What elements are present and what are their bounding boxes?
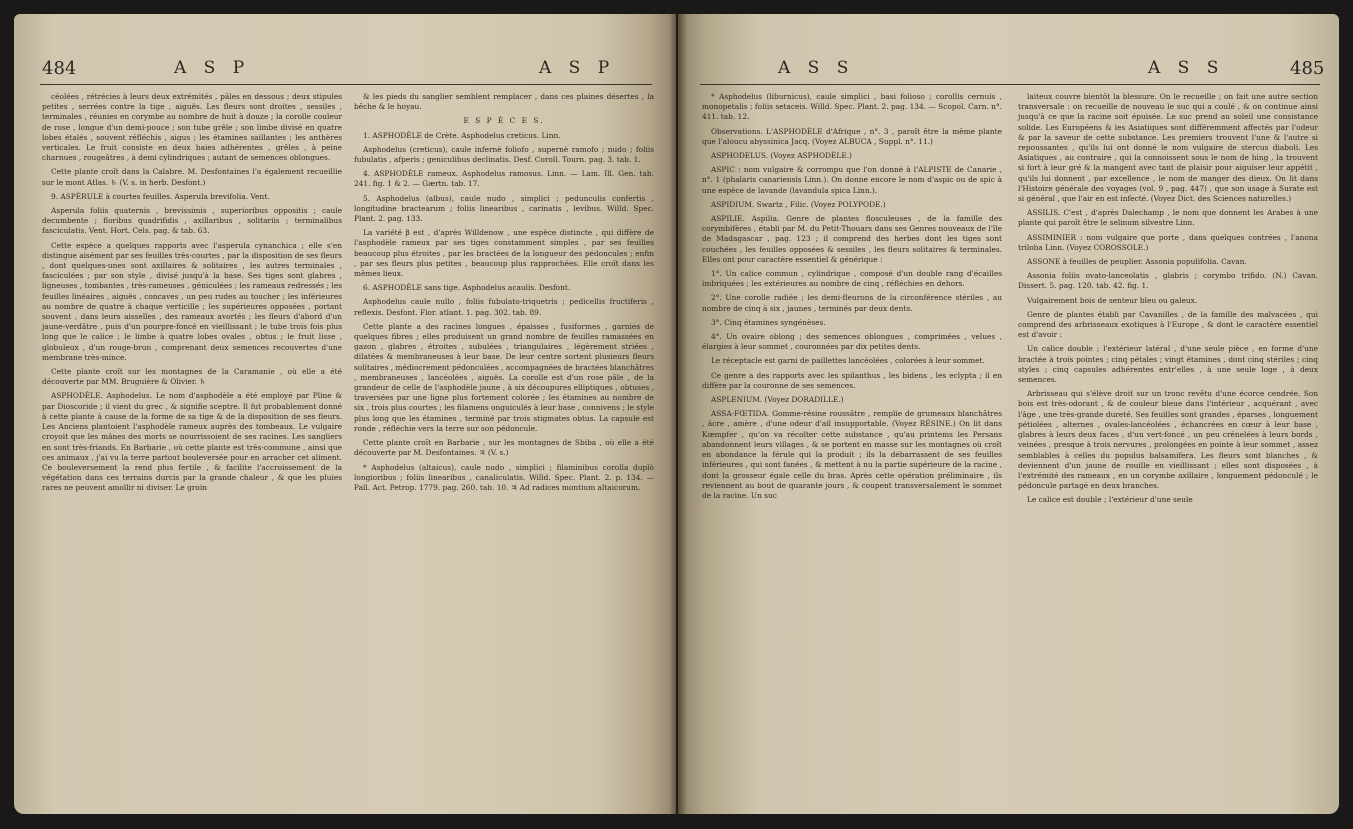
paragraph: 6. ASPHODÈLE sans tige. Asphodelus acaulis. Desfont. — [363, 283, 571, 293]
page-number-left: 484 — [42, 58, 77, 79]
left-column-2 — [354, 92, 654, 497]
running-head-left-2: A S P — [539, 58, 616, 78]
paragraph: ASSA-FŒTIDA. Gomme-résine roussâtre , remplie de grumeaux blanchâtres , âcre , amère , d'une odeur d'ail insupportable. (Voyez RÉSINE.) On lit dans Kœmpfer , qu'on va récolter cette substance , qu'au printems les Persans abandonnent leurs villages , & se portent en masse sur les montagnes où croît en abondance la férule qui la produit ; ils la débarrassent de ses feuilles inférieures , qui sont fanées , & mettent à nu la partie supérieure de la racine , dont la grosseur égale celle du bras. Après cette opération préliminaire , ils reviennent au bout de quarante jours , & coupent transversalement le sommet de la racine. Un suc — [702, 409, 1002, 500]
paragraph: Asphodelus (creticus), caule infernè foliofo , supernè ramofo ; nudo ; foliis fubulatis , afperis ; geniculibus declinatis. Desf. Coroll. Tourn. pag. 3. tab. 1. — [354, 144, 654, 165]
running-head-right-2: A S S — [1148, 58, 1225, 78]
paragraph: Le calice est double ; l'extérieur d'une seule — [1027, 495, 1193, 505]
left-page-header — [14, 58, 676, 84]
paragraph: céolées , rétrécies à leurs deux extrémités , pâles en dessous ; deux stipules petites , serrées contre la tige , aiguës. Les fleurs sont droites , sessiles , terminales , réunies en corymbe au nombre de huit à douze ; la corolle couleur de rose , longue d'un demi-pouce ; son tube grêle ; son limbe divisé en quatre lobes étalés , souvent réfléchis , aigus ; les étamines saillantes ; les anthères verticales. Le fruit consiste en deux baies adhérentes , grêles , à peine charnues , rougeâtres , à demi cylindriques ; autant de semences oblongues. — [42, 92, 342, 163]
right-page — [678, 14, 1339, 814]
paragraph: 3°. Cinq étamines syngénèses. — [711, 317, 826, 327]
paragraph: Cette plante croît en Barbarie , sur les montagnes de Sbiba , où elle a été découverte par M. Desfontaines. ♃ (V. s.) — [354, 438, 654, 458]
right-column-1 — [702, 92, 1002, 505]
paragraph: ASPHODÈLE. Asphodelus. Le nom d'asphodèle a été employé par Pline & par Dioscoride ; il vient du grec , & signifie sceptre. Il fut probablement donné à cette plante à cause de la forme de sa tige & de la disposition de ses fleurs. Les Anciens plantoient l'asphodèle rameux auprès des tombeaux. Le vulgaire croyoit que les mânes des morts se nourrissoient de ses racines. Les sangliers en sont très-friands. En Barbarie , où cette plante est très-commune , ainsi que ces animaux , j'ai vu la terre partout bouleversée pour en arracher cet aliment. Ce bouleversement la rend plus fertile , & facilite l'accroissement de la végétation dans ces terrains durcis par la grande chaleur , & que les pluies rares ne peuvent amollir ni diviser. Le groin — [42, 391, 342, 493]
paragraph: Asphodelus caule nullo , foliis fubulato-triquetris ; pedicellis fructiferis , reflexis. Desfont. Flor. atlant. 1. pag. 302. tab. 89. — [354, 297, 654, 317]
paragraph: E S P È C E S. — [463, 116, 545, 126]
paragraph: La variété β est , d'après Willdenow , une espèce distincte , qui diffère de l'asphodèle rameux par ses tiges constamment simples , par ses feuilles beaucoup plus étroites , par les bractées de la longueur des pédoncules ; enfin , par ses fleurs plus petites , beaucoup plus rapprochées. Elle croît dans les mêmes lieux. — [354, 228, 654, 279]
running-head-left-1: A S P — [174, 58, 251, 78]
paragraph: ASSIMINIER : nom vulgaire que porte , dans quelques contrées , l'anona triloba Linn. (Voyez COROSSOLE.) — [1018, 232, 1318, 252]
paragraph: Assonia foliis ovato-lanceolatis , glabris ; corymbo trifido. (N.) Cavan. Dissert. 5. pag. 120. tab. 42. fig. 1. — [1018, 271, 1318, 291]
paragraph: Ce genre a des rapports avec les spilanthus , les bidens , les eclypta ; il en diffère par la couronne de ses semences. — [702, 370, 1002, 390]
paragraph: Un calice double ; l'extérieur latéral , d'une seule pièce , en forme d'une bractée à trois pointes ; cinq pétales ; vingt étamines , dont cinq stériles ; cinq styles ; cinq capsules adhérentes entr'elles , à une seule loge , à deux semences. — [1018, 344, 1318, 385]
running-head-right-1: A S S — [778, 58, 855, 78]
paragraph: & les pieds du sanglier semblent remplacer , dans ces plaines désertes , la bêche & le hoyau. — [354, 92, 654, 112]
page-number-right: 485 — [1290, 58, 1325, 79]
paragraph: 1. ASPHODÈLE de Crète. Asphodelus creticus. Linn. — [363, 130, 561, 140]
header-rule-left — [40, 84, 652, 85]
book-gutter — [669, 14, 687, 814]
paragraph: Le réceptacle est garni de paillettes lancéolées , colorées à leur sommet. — [711, 356, 985, 366]
open-book — [14, 14, 1339, 824]
paragraph: Vulgairement bois de senteur bleu ou galeux. — [1027, 295, 1198, 305]
right-column-2 — [1018, 92, 1318, 510]
paragraph: Cette espèce a quelques rapports avec l'asperula cynanchica ; elle s'en distingue aisément par ses feuilles très-courtes , par la disposition de ses fleurs , dont quelques-unes sont axillaires & solitaires , les autres terminales , fasciculées ; par son style , divisé jusqu'à la base. Ses tiges sont glabres , ligneuses , tombantes , très-rameuses , géniculées ; les rameaux redressés ; les feuilles linéaires , aiguës , concaves , un peu rudes au toucher ; les inférieures au nombre de quatre à chaque verticille ; les supérieures opposées , portant souvent , dans leurs aisselles , des rameaux avortés ; les fleurs d'abord d'un jaune-verdâtre , puis d'un pourpre-foncé en vieillissant ; le tube trois fois plus long que le calice ; le limbe à quatre lobes ovales , obtus ; le fruit lisse , globuleux , d'un rouge-brun , comprenant deux semences recouvertes d'une membrane très-mince. — [42, 240, 342, 362]
paragraph: Cette plante a des racines longues , épaisses , fusiformes , garnies de quelques fibres ; elles produisent un grand nombre de feuilles ramassées en gazon , glabres , étroites , subulées , triangulaires , légèrement striées , dilatées & membraneuses à leur base. De leur centre sortent plusieurs fleurs solitaires , médiocrement pédonculées , accompagnées de bractées blanchâtres , membraneuses , lancéolées , aiguës. La corolle est d'un rose pâle , de la grandeur de celle de l'asphodèle jaune , à six découpures elliptiques , obtuses , traversées par une ligne plus fortement colorée ; les étamines au nombre de six , trois plus courtes ; les filamens onguiculés à leur base , connivens ; le style plus long que les étamines , terminé par trois stigmates obtus. La capsule est ronde , réfléchie vers la terre sur son pédoncule. — [354, 321, 654, 433]
paragraph: 4. ASPHODÈLE rameux. Asphodelus ramosus. Linn. — Lam. Ill. Gen. tab. 241. fig. 1 & 2. — Gærtn. tab. 17. — [354, 169, 654, 189]
paragraph: 9. ASPÉRULE à courtes feuilles. Asperula brevifolia. Vent. — [51, 191, 270, 201]
right-page-header — [678, 58, 1339, 84]
paragraph: laiteux couvre bientôt la blessure. On le recueille ; on fait une autre section transversale : on recueille de nouveau le suc qui a coulé , & on continue ainsi jusqu'à ce que la racine soit épuisée. Le suc prend au soleil une consistance solide. Les Européens & les Asiatiques sont différemment affectés par l'odeur & par la saveur de cette substance. Les premiers trouvent l'une & l'autre si repoussantes , qu'ils lui ont donné le nom vulgaire de stercus diaboli. Les Asiatiques , au contraire , qui la connoissent sous le nom de hing , la trouvent si fort à leur gré & la mangent avec tant de plaisir pour aiguiser leur appétit , qu'ils lui donnent , par excellence , le nom de manger des dieux. On lit dans l'Histoire générale des voyages (vol. 9 , pag. 447) , que son usage à Surate est si général , que l'air en est infecté. (Voyez Dict. des Sciences naturelles.) — [1018, 92, 1318, 204]
paragraph: ASPLENIUM. (Voyez DORADILLE.) — [711, 395, 844, 405]
paragraph: ASSONE à feuilles de peuplier. Assonia populifolia. Cavan. — [1027, 257, 1247, 267]
paragraph: ASPILIE. Aspilia. Genre de plantes flosculeuses , de la famille des corymbifères , établi par M. du Petit-Thouars dans ses Genres nouveaux de l'île de Madagascar , pag. 123 ; il comprend des herbes dont les tiges sont couchées , les feuilles opposées & sessiles , les fleurs solitaires & terminales. Elles ont pour caractère essentiel & générique : — [702, 214, 1002, 264]
paragraph: ASPIDIUM. Swartz , Filic. (Voyez POLYPODE.) — [711, 199, 886, 209]
paragraph: 1°. Un calice commun , cylindrique , composé d'un double rang d'écailles imbriquées ; les extérieures au nombre de cinq , réfléchies en dehors. — [702, 269, 1002, 289]
header-rule-right — [700, 84, 1320, 85]
paragraph: Genre de plantes établi par Cavanilles , de la famille des malvacées , qui comprend des arbrisseaux exotiques à l'Europe , & dont le caractère essentiel est d'avoir : — [1018, 309, 1318, 340]
paragraph: Arbrisseau qui s'élève droit sur un tronc revêtu d'une écorce cendrée. Son bois est très-odorant , & de couleur bleue dans l'intérieur , acquérant , avec l'âge , une très-grande dureté. Ses feuilles sont grandes , éparses , longuement pétiolées , alternes , ovales-lancéolées , échancrées en cœur à leur base , glabres à leurs deux faces , d'un vert-foncé , un peu crénelées à leurs bords , veinées , presque à trois nervures , prolongées en pointe à leur sommet , assez semblables à celles du populus balsamifera. Les fleurs sont blanches , & deviennent d'un jaune de rouille en vieillissant ; elles sont disposées , à l'extrémité des rameaux , en un corymbe axillaire , longuement pédonculé ; le pédoncule partagé en deux branches. — [1018, 389, 1318, 491]
paragraph: * Asphodelus (altaicus), caule nudo , simplici ; filaminibus corolla duplò longioribus ; foliis linearibus , canaliculatis. Willd. Spec. Plant. 2. p. 134. — Pall. Act. Petrop. 1779. pag. 260. tab. 10. ♃ Ad radices montium altaicorum. — [354, 462, 654, 492]
paragraph: * Asphodelus (liburnicus), caule simplici , basi folioso ; corollis cernuis , monopetalis ; foliis setaceis. Willd. Spec. Plant. 2. pag. 134. — Scopol. Carn. n°. 411. tab. 12. — [702, 92, 1002, 122]
paragraph: ASSILIS. C'est , d'après Dalechamp , le nom que donnent les Arabes à une plante qui paroît être le selinum silvestre Linn. — [1018, 208, 1318, 228]
left-page — [14, 14, 676, 814]
paragraph: ASPIC : nom vulgaire & corrompu que l'on donné à l'ALPISTE de Canarie , n°. 1 (phalaris canariensis Linn.). On donne encore le nom d'aspic ou de spic à une espèce de lavande (lavandula spica Linn.). — [702, 165, 1002, 195]
paragraph: Asperula foliis quaternis , brevissimis , superioribus oppositis ; caule decumbente ; floribus quadrifidis , axillaribus , solitariis ; terminalibus fasciculatis. Vent. Hort. Cels. pag. & tab. 63. — [42, 206, 342, 236]
paragraph: Cette plante croît dans la Calabre. M. Desfontaines l'a également recueillie sur le mont Atlas. ♄ (V. s. in herb. Desfont.) — [42, 167, 342, 187]
paragraph: Cette plante croît sur les montagnes de la Caramanie , où elle a été découverte par MM. Bruguière & Olivier. ♄ — [42, 367, 342, 387]
paragraph: 5. Asphodelus (albus), caule nudo , simplici ; pedunculis confertis , longitudine bractearum ; foliis linearibus , carinatis , levibus. Willd. Spec. Plant. 2. pag. 133. — [354, 193, 654, 224]
paragraph: Observations. L'ASPHODÈLE d'Afrique , n°. 3 , paroît être la même plante que l'aloucu abyssinica Jacq. (Voyez ALBUCA , Suppl. n°. 11.) — [702, 126, 1002, 146]
left-column-1 — [42, 92, 342, 498]
paragraph: 2°. Une corolle radiée ; les demi-fleurons de la circonférence stériles , au nombre de cinq à six , jaunes , terminés par deux dents. — [702, 293, 1002, 313]
paragraph: 4°. Un ovaire oblong ; des semences oblongues , comprimées , velues , élargies à leur sommet , couronnées par dix petites dents. — [702, 332, 1002, 352]
paragraph: ASPHODELUS. (Voyez ASPHODÈLE.) — [711, 151, 852, 161]
